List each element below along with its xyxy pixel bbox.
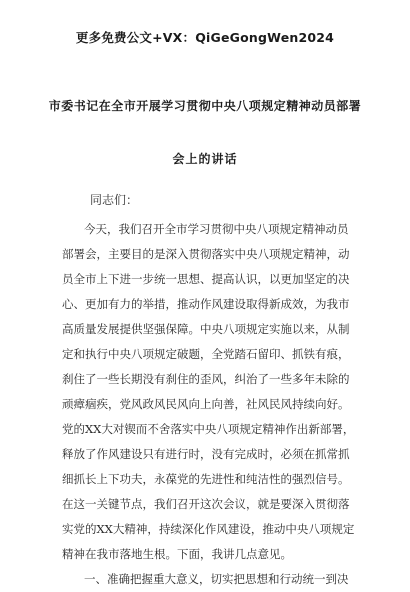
body-line: 细抓长上下功夫，永葆党的先进性和纯洁性的强烈信号。 bbox=[62, 472, 350, 486]
body-line: 高质量发展提供坚强保障。中央八项规定实施以来，从制 bbox=[62, 322, 350, 336]
body-line: 心、更加有力的举措，推动作风建设取得新成效，为我市 bbox=[62, 297, 350, 311]
document-title-line-2: 会上的讲话 bbox=[172, 152, 238, 166]
body-line: 释放了作风建设只有进行时，没有完成时，必须在抓常抓 bbox=[62, 447, 350, 461]
body-line: 今天，我们召开全市学习贯彻中央八项规定精神动员 bbox=[84, 222, 349, 236]
body-line: 党的XX大对锲而不舍落实中央八项规定精神作出新部署， bbox=[62, 422, 355, 436]
body-line: 部署会，主要目的是深入贯彻落实中央八项规定精神，动 bbox=[62, 247, 350, 261]
salutation: 同志们： bbox=[90, 193, 139, 207]
body-line: 在这一关键节点，我们召开这次会议，就是要深入贯彻落 bbox=[62, 497, 350, 511]
body-line: 定和执行中央八项规定破题，全党踏石留印、抓铁有痕， bbox=[62, 347, 350, 361]
body-line: 顽瘴痼疾，党风政风民风向上向善，社风民风持续向好。 bbox=[62, 397, 350, 411]
body-line: 实党的XX大精神，持续深化作风建设，推动中央八项规定 bbox=[62, 522, 355, 536]
promo-banner: 更多免费公文+VX：QiGeGongWen2024 bbox=[75, 30, 335, 45]
body-line: 精神在我市落地生根。下面，我讲几点意见。 bbox=[62, 547, 292, 561]
document-body bbox=[62, 217, 358, 592]
document-title-line-1: 市委书记在全市开展学习贯彻中央八项规定精神动员部署 bbox=[48, 99, 362, 113]
body-line: 刹住了一些长期没有刹住的歪风，纠治了一些多年未除的 bbox=[62, 372, 350, 386]
body-line: 员全市上下进一步统一思想、提高认识，以更加坚定的决 bbox=[62, 272, 350, 286]
section-heading-1: 一、准确把握重大意义，切实把思想和行动统一到决 bbox=[84, 572, 349, 586]
